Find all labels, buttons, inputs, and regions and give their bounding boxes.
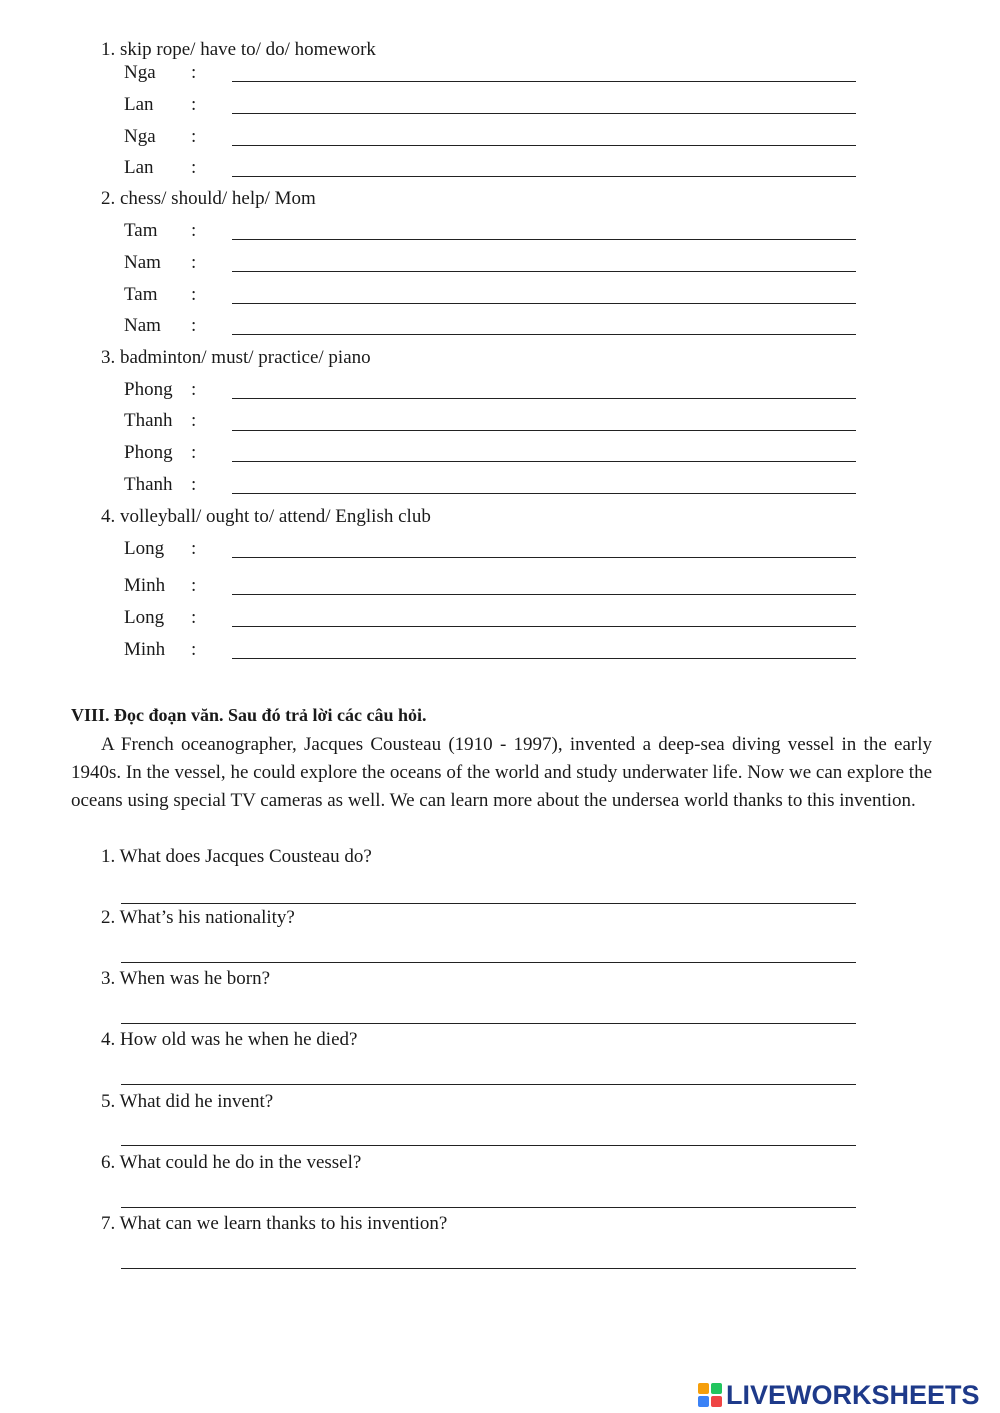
colon: :: [191, 538, 197, 559]
speaker-label: Lan: [124, 94, 154, 115]
answer-line[interactable]: [232, 145, 856, 146]
colon: :: [191, 62, 197, 83]
speaker-label: Thanh: [124, 410, 173, 431]
answer-line[interactable]: [121, 903, 856, 904]
speaker-label: Phong: [124, 442, 173, 463]
answer-line[interactable]: [232, 271, 856, 272]
colon: :: [191, 252, 197, 273]
answer-line[interactable]: [232, 303, 856, 304]
logo-square: [711, 1396, 722, 1407]
answer-line[interactable]: [121, 1207, 856, 1208]
colon: :: [191, 639, 197, 660]
reading-passage: A French oceanographer, Jacques Cousteau (1910 - 1997), invented a deep-sea diving vessel in the early 1940s. In the vessel, he could explore the oceans of the world and study underwater life. Now we can explore the oceans using special TV cameras as well. We can learn more about the undersea world thanks to this invention.: [71, 734, 932, 811]
answer-line[interactable]: [121, 962, 856, 963]
answer-line[interactable]: [232, 176, 856, 177]
colon: :: [191, 315, 197, 336]
question-2: 2. What’s his nationality?: [101, 907, 295, 928]
liveworksheets-logo: [698, 1377, 980, 1413]
colon: :: [191, 126, 197, 147]
colon: :: [191, 474, 197, 495]
speaker-label: Minh: [124, 639, 166, 660]
logo-square: [698, 1383, 709, 1394]
speaker-label: Nam: [124, 315, 161, 336]
colon: :: [191, 575, 197, 596]
colon: :: [191, 379, 197, 400]
answer-line[interactable]: [232, 461, 856, 462]
answer-line[interactable]: [232, 626, 856, 627]
prompt-2: 2. chess/ should/ help/ Mom: [101, 188, 316, 209]
speaker-label: Nga: [124, 126, 156, 147]
answer-line[interactable]: [232, 113, 856, 114]
answer-line[interactable]: [232, 239, 856, 240]
prompt-4: 4. volleyball/ ought to/ attend/ English club: [101, 506, 431, 527]
answer-line[interactable]: [232, 334, 856, 335]
colon: :: [191, 442, 197, 463]
answer-line[interactable]: [232, 430, 856, 431]
speaker-label: Long: [124, 607, 165, 628]
question-6: 6. What could he do in the vessel?: [101, 1152, 362, 1173]
logo-mark-icon: [698, 1383, 722, 1407]
speaker-label: Thanh: [124, 474, 173, 495]
speaker-label: Phong: [124, 379, 173, 400]
speaker-label: Nga: [124, 62, 156, 83]
speaker-label: Nam: [124, 252, 161, 273]
colon: :: [191, 94, 197, 115]
speaker-label: Long: [124, 538, 165, 559]
speaker-label: Minh: [124, 575, 166, 596]
prompt-1: 1. skip rope/ have to/ do/ homework: [101, 39, 376, 60]
answer-line[interactable]: [121, 1145, 856, 1146]
question-5: 5. What did he invent?: [101, 1091, 274, 1112]
answer-line[interactable]: [232, 594, 856, 595]
logo-text: LIVEWORKSHEETS: [726, 1379, 980, 1410]
speaker-label: Tam: [124, 220, 158, 241]
question-4: 4. How old was he when he died?: [101, 1029, 358, 1050]
answer-line[interactable]: [232, 557, 856, 558]
section-heading: VIII. Đọc đoạn văn. Sau đó trả lời các câu hỏi.: [71, 705, 427, 725]
question-1: 1. What does Jacques Cousteau do?: [101, 846, 372, 867]
logo-square: [711, 1383, 722, 1394]
speaker-label: Tam: [124, 284, 158, 305]
answer-line[interactable]: [121, 1268, 856, 1269]
logo-square: [698, 1396, 709, 1407]
colon: :: [191, 157, 197, 178]
answer-line[interactable]: [232, 398, 856, 399]
question-3: 3. When was he born?: [101, 968, 271, 989]
colon: :: [191, 607, 197, 628]
question-7: 7. What can we learn thanks to his invention?: [101, 1213, 448, 1234]
colon: :: [191, 284, 197, 305]
colon: :: [191, 410, 197, 431]
answer-line[interactable]: [121, 1023, 856, 1024]
speaker-label: Lan: [124, 157, 154, 178]
prompt-3: 3. badminton/ must/ practice/ piano: [101, 347, 371, 368]
answer-line[interactable]: [232, 493, 856, 494]
answer-line[interactable]: [232, 81, 856, 82]
answer-line[interactable]: [121, 1084, 856, 1085]
colon: :: [191, 220, 197, 241]
answer-line[interactable]: [232, 658, 856, 659]
